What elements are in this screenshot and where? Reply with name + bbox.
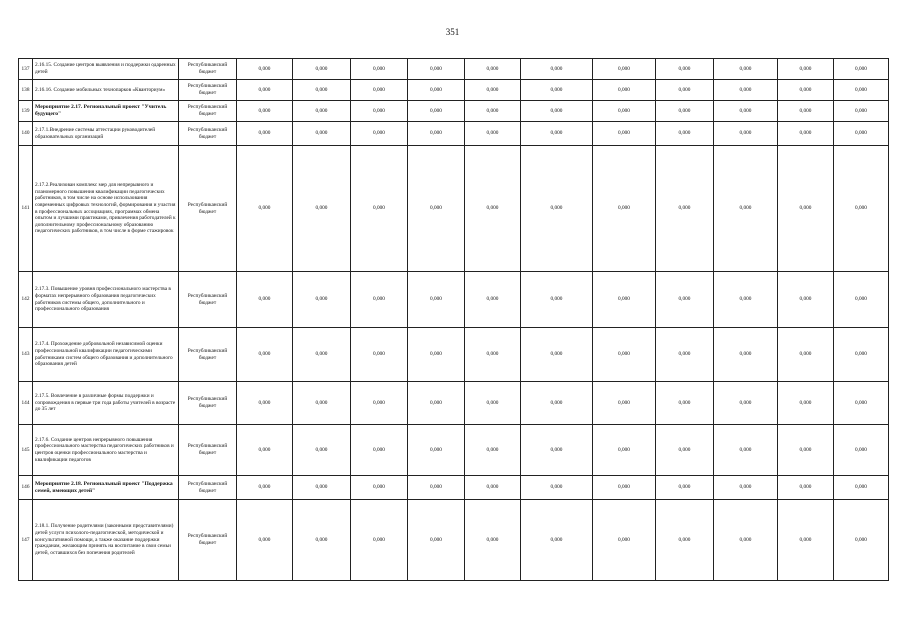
funding-source: Республиканский бюджет <box>179 425 237 476</box>
amount-cell: 0,000 <box>714 272 778 328</box>
table-row <box>19 272 889 328</box>
row-number: 142 <box>19 272 33 328</box>
amount-cell: 0,000 <box>521 382 593 425</box>
amount-cell: 0,000 <box>465 425 521 476</box>
amount-cell: 0,000 <box>656 500 714 581</box>
amount-cell: 0,000 <box>778 382 834 425</box>
funding-source: Республиканский бюджет <box>179 500 237 581</box>
budget-table <box>18 58 889 581</box>
amount-cell: 0,000 <box>834 59 889 80</box>
amount-cell: 0,000 <box>593 80 656 101</box>
amount-cell: 0,000 <box>714 328 778 382</box>
amount-cell: 0,000 <box>408 146 465 272</box>
amount-cell: 0,000 <box>714 476 778 500</box>
row-number: 139 <box>19 101 33 122</box>
amount-cell: 0,000 <box>521 272 593 328</box>
amount-cell: 0,000 <box>521 146 593 272</box>
table-row <box>19 101 889 122</box>
amount-cell: 0,000 <box>834 80 889 101</box>
funding-source: Республиканский бюджет <box>179 80 237 101</box>
amount-cell: 0,000 <box>351 476 408 500</box>
row-number: 140 <box>19 122 33 146</box>
amount-cell: 0,000 <box>293 328 351 382</box>
amount-cell: 0,000 <box>237 500 293 581</box>
row-number: 143 <box>19 328 33 382</box>
amount-cell: 0,000 <box>293 500 351 581</box>
amount-cell: 0,000 <box>408 425 465 476</box>
amount-cell: 0,000 <box>714 122 778 146</box>
amount-cell: 0,000 <box>714 146 778 272</box>
activity-description: 2.16.15. Создание центров выявления и поддержки одаренных детей <box>33 59 179 80</box>
activity-description: Мероприятие 2.17. Региональный проект "Учитель будущего" <box>33 101 179 122</box>
amount-cell: 0,000 <box>593 500 656 581</box>
amount-cell: 0,000 <box>351 80 408 101</box>
row-number: 138 <box>19 80 33 101</box>
amount-cell: 0,000 <box>656 328 714 382</box>
row-number: 145 <box>19 425 33 476</box>
amount-cell: 0,000 <box>237 476 293 500</box>
amount-cell: 0,000 <box>293 272 351 328</box>
amount-cell: 0,000 <box>521 425 593 476</box>
amount-cell: 0,000 <box>465 146 521 272</box>
funding-source: Республиканский бюджет <box>179 146 237 272</box>
amount-cell: 0,000 <box>351 122 408 146</box>
amount-cell: 0,000 <box>593 59 656 80</box>
amount-cell: 0,000 <box>593 425 656 476</box>
amount-cell: 0,000 <box>293 476 351 500</box>
amount-cell: 0,000 <box>834 425 889 476</box>
amount-cell: 0,000 <box>465 80 521 101</box>
amount-cell: 0,000 <box>293 146 351 272</box>
activity-description: 2.17.2.Реализован комплекс мер для непрерывного и планомерного повышения квалификации педагогических работников, в том числе на основе использования современных цифровых технологий, формирования и участия в профессиональных ассоциациях, программах обмена опытом и лучшими практиками, привлечения работодателей к дополнительному профессиональному образованию педагогических работников, в том числе в форме стажировок <box>33 146 179 272</box>
table-row <box>19 80 889 101</box>
amount-cell: 0,000 <box>521 328 593 382</box>
amount-cell: 0,000 <box>293 101 351 122</box>
amount-cell: 0,000 <box>408 328 465 382</box>
amount-cell: 0,000 <box>351 425 408 476</box>
amount-cell: 0,000 <box>834 272 889 328</box>
amount-cell: 0,000 <box>778 101 834 122</box>
amount-cell: 0,000 <box>465 328 521 382</box>
amount-cell: 0,000 <box>778 80 834 101</box>
amount-cell: 0,000 <box>834 500 889 581</box>
amount-cell: 0,000 <box>593 476 656 500</box>
funding-source: Республиканский бюджет <box>179 476 237 500</box>
amount-cell: 0,000 <box>593 272 656 328</box>
amount-cell: 0,000 <box>521 80 593 101</box>
amount-cell: 0,000 <box>408 122 465 146</box>
activity-description: 2.18.1. Получение родителями (законными представителями) детей услуги психолого-педагогической, методической и консультативной помощи, а также оказание поддержки гражданам, желающим принять на воспитание в свои семьи детей, оставшихся без попечения родителей <box>33 500 179 581</box>
amount-cell: 0,000 <box>408 476 465 500</box>
activity-description: 2.17.4. Прохождение добровольной независимой оценки профессиональной квалификации педагогическими работниками систем общего образования и дополнительного образования детей <box>33 328 179 382</box>
amount-cell: 0,000 <box>521 476 593 500</box>
amount-cell: 0,000 <box>237 59 293 80</box>
activity-description: 2.16.16. Создание мобильных технопарков «Кванториум» <box>33 80 179 101</box>
amount-cell: 0,000 <box>237 122 293 146</box>
amount-cell: 0,000 <box>351 500 408 581</box>
amount-cell: 0,000 <box>656 59 714 80</box>
amount-cell: 0,000 <box>237 425 293 476</box>
amount-cell: 0,000 <box>293 425 351 476</box>
amount-cell: 0,000 <box>656 476 714 500</box>
table-row <box>19 328 889 382</box>
amount-cell: 0,000 <box>521 500 593 581</box>
row-number: 144 <box>19 382 33 425</box>
amount-cell: 0,000 <box>351 59 408 80</box>
row-number: 137 <box>19 59 33 80</box>
amount-cell: 0,000 <box>593 146 656 272</box>
amount-cell: 0,000 <box>593 122 656 146</box>
amount-cell: 0,000 <box>834 328 889 382</box>
amount-cell: 0,000 <box>778 272 834 328</box>
amount-cell: 0,000 <box>778 122 834 146</box>
amount-cell: 0,000 <box>408 80 465 101</box>
amount-cell: 0,000 <box>778 59 834 80</box>
amount-cell: 0,000 <box>656 101 714 122</box>
amount-cell: 0,000 <box>293 122 351 146</box>
amount-cell: 0,000 <box>714 382 778 425</box>
funding-source: Республиканский бюджет <box>179 101 237 122</box>
amount-cell: 0,000 <box>834 146 889 272</box>
amount-cell: 0,000 <box>714 425 778 476</box>
amount-cell: 0,000 <box>656 146 714 272</box>
funding-source: Республиканский бюджет <box>179 59 237 80</box>
table-row <box>19 146 889 272</box>
amount-cell: 0,000 <box>351 101 408 122</box>
amount-cell: 0,000 <box>293 382 351 425</box>
amount-cell: 0,000 <box>465 500 521 581</box>
amount-cell: 0,000 <box>714 80 778 101</box>
amount-cell: 0,000 <box>351 272 408 328</box>
table-row <box>19 500 889 581</box>
amount-cell: 0,000 <box>237 328 293 382</box>
amount-cell: 0,000 <box>465 59 521 80</box>
amount-cell: 0,000 <box>465 272 521 328</box>
amount-cell: 0,000 <box>465 122 521 146</box>
amount-cell: 0,000 <box>237 146 293 272</box>
amount-cell: 0,000 <box>521 122 593 146</box>
amount-cell: 0,000 <box>465 101 521 122</box>
table-row <box>19 382 889 425</box>
amount-cell: 0,000 <box>714 101 778 122</box>
amount-cell: 0,000 <box>778 146 834 272</box>
funding-source: Республиканский бюджет <box>179 328 237 382</box>
amount-cell: 0,000 <box>834 122 889 146</box>
amount-cell: 0,000 <box>656 382 714 425</box>
amount-cell: 0,000 <box>778 476 834 500</box>
activity-description: 2.17.6. Создание центров непрерывного повышения профессионального мастерства педагогических работников и центров оценки профессионального мастерства и квалификации педагогов <box>33 425 179 476</box>
amount-cell: 0,000 <box>408 382 465 425</box>
amount-cell: 0,000 <box>408 59 465 80</box>
table-row <box>19 59 889 80</box>
table-row <box>19 122 889 146</box>
amount-cell: 0,000 <box>408 500 465 581</box>
amount-cell: 0,000 <box>351 382 408 425</box>
amount-cell: 0,000 <box>408 272 465 328</box>
amount-cell: 0,000 <box>714 59 778 80</box>
amount-cell: 0,000 <box>408 101 465 122</box>
amount-cell: 0,000 <box>465 382 521 425</box>
row-number: 141 <box>19 146 33 272</box>
activity-description: 2.17.5. Вовлечение в различные формы поддержки и сопровождения в первые три года работы учителей в возрасте до 35 лет <box>33 382 179 425</box>
amount-cell: 0,000 <box>714 500 778 581</box>
row-number: 147 <box>19 500 33 581</box>
amount-cell: 0,000 <box>465 476 521 500</box>
table-row <box>19 476 889 500</box>
amount-cell: 0,000 <box>656 80 714 101</box>
amount-cell: 0,000 <box>778 500 834 581</box>
amount-cell: 0,000 <box>593 101 656 122</box>
amount-cell: 0,000 <box>834 382 889 425</box>
amount-cell: 0,000 <box>351 328 408 382</box>
amount-cell: 0,000 <box>593 382 656 425</box>
amount-cell: 0,000 <box>237 272 293 328</box>
row-number: 146 <box>19 476 33 500</box>
amount-cell: 0,000 <box>351 146 408 272</box>
amount-cell: 0,000 <box>656 122 714 146</box>
amount-cell: 0,000 <box>293 80 351 101</box>
amount-cell: 0,000 <box>293 59 351 80</box>
amount-cell: 0,000 <box>834 101 889 122</box>
amount-cell: 0,000 <box>237 80 293 101</box>
amount-cell: 0,000 <box>237 382 293 425</box>
amount-cell: 0,000 <box>593 328 656 382</box>
activity-description: 2.17.3. Повышение уровня профессионального мастерства в форматах непрерывного образования педагогических работников системы общего, дополнительного и профессионального образования <box>33 272 179 328</box>
amount-cell: 0,000 <box>778 425 834 476</box>
funding-source: Республиканский бюджет <box>179 382 237 425</box>
table-row <box>19 425 889 476</box>
amount-cell: 0,000 <box>656 272 714 328</box>
amount-cell: 0,000 <box>237 101 293 122</box>
activity-description: Мероприятие 2.18. Региональный проект "Поддержка семей, имеющих детей" <box>33 476 179 500</box>
page-number: 351 <box>445 27 460 37</box>
amount-cell: 0,000 <box>778 328 834 382</box>
amount-cell: 0,000 <box>656 425 714 476</box>
amount-cell: 0,000 <box>521 59 593 80</box>
funding-source: Республиканский бюджет <box>179 272 237 328</box>
amount-cell: 0,000 <box>834 476 889 500</box>
funding-source: Республиканский бюджет <box>179 122 237 146</box>
activity-description: 2.17.1.Внедрение системы аттестации руководителей образовательных организаций <box>33 122 179 146</box>
amount-cell: 0,000 <box>521 101 593 122</box>
